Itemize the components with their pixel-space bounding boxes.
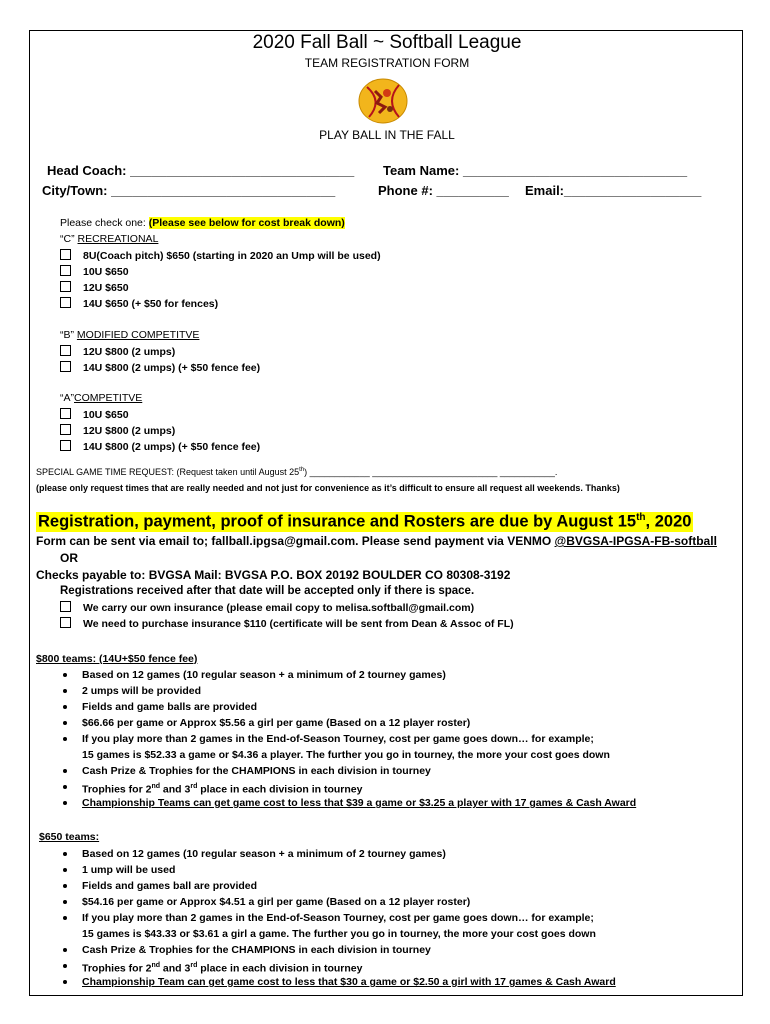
insurance-own-option[interactable]: We carry our own insurance (please email copy to melisa.softball@gmail.com) bbox=[60, 601, 474, 614]
list-item: Trophies for 2nd and 3rd place in each division in tourney bbox=[36, 779, 636, 795]
venmo-handle[interactable]: @BVGSA-IPGSA-FB-softball bbox=[554, 534, 717, 548]
teams-650-list bbox=[36, 846, 616, 990]
list-item: Cash Prize & Trophies for the CHAMPIONS in each division in tourney bbox=[36, 942, 616, 958]
city-town-field[interactable]: City/Town: _______________________________ bbox=[42, 183, 336, 198]
list-item: If you play more than 2 games in the End-of-Season Tourney, cost per game goes down… for example; bbox=[36, 910, 616, 926]
option-c-14u[interactable]: 14U $650 (+ $50 for fences) bbox=[60, 297, 218, 310]
list-item: Based on 12 games (10 regular season + a minimum of 2 tourney games) bbox=[36, 846, 616, 862]
check-prefix: Please check one: bbox=[60, 217, 149, 229]
option-c-8u[interactable]: 8U(Coach pitch) $650 (starting in 2020 an Ump will be used) bbox=[60, 249, 381, 262]
form-subtitle: TEAM REGISTRATION FORM bbox=[304, 56, 470, 70]
checkbox[interactable] bbox=[60, 249, 71, 260]
option-b-14u[interactable]: 14U $800 (2 umps) (+ $50 fence fee) bbox=[60, 361, 260, 374]
option-c-12u[interactable]: 12U $650 bbox=[60, 281, 129, 294]
special-request[interactable]: SPECIAL GAME TIME REQUEST: (Request taken until August 25th) ____________ _________________________ ___________. bbox=[36, 467, 558, 477]
checkbox[interactable] bbox=[60, 601, 71, 612]
list-item: Fields and game balls are provided bbox=[36, 699, 636, 715]
list-item: Based on 12 games (10 regular season + a minimum of 2 tourney games) bbox=[36, 667, 636, 683]
email-submission-line: Form can be sent via email to; fallball.ipgsa@gmail.com. Please send payment via VENMO @BVGSA-IPGSA-FB-softball bbox=[36, 534, 717, 548]
list-item-continuation: 15 games is $52.33 a game or $4.36 a player. The further you go in tourney, the more your cost goes down bbox=[82, 749, 610, 761]
checkbox[interactable] bbox=[60, 281, 71, 292]
form-tagline: PLAY BALL IN THE FALL bbox=[319, 128, 455, 142]
checkbox[interactable] bbox=[60, 265, 71, 276]
list-item: If you play more than 2 games in the End-of-Season Tourney, cost per game goes down… for example; bbox=[36, 731, 636, 747]
teams-650-heading: $650 teams: bbox=[39, 831, 100, 843]
list-item: Championship Team can get game cost to less that $30 a game or $2.50 a girl with 17 games & Cash Award bbox=[36, 974, 616, 990]
insurance-purchase-option[interactable]: We need to purchase insurance $110 (certificate will be sent from Dean & Assoc of FL) bbox=[60, 617, 514, 630]
option-a-10u[interactable]: 10U $650 bbox=[60, 408, 129, 421]
list-item: $54.16 per game or Approx $4.51 a girl per game (Based on a 12 player roster) bbox=[36, 894, 616, 910]
form-title: 2020 Fall Ball ~ Softball League bbox=[252, 32, 522, 53]
division-c-heading: “C” RECREATIONAL bbox=[60, 233, 159, 245]
softball-logo-icon bbox=[357, 77, 409, 125]
teams-800-list bbox=[36, 667, 636, 811]
list-item: Championship Teams can get game cost to less that $39 a game or $3.25 a player with 17 games & Cash Award bbox=[36, 795, 636, 811]
list-item: $66.66 per game or Approx $5.56 a girl per game (Based on a 12 player roster) bbox=[36, 715, 636, 731]
head-coach-field[interactable]: Head Coach: _______________________________ bbox=[47, 163, 355, 178]
checkbox[interactable] bbox=[60, 408, 71, 419]
checkbox[interactable] bbox=[60, 297, 71, 308]
checks-payable: Checks payable to: BVGSA Mail: BVGSA P.O. BOX 20192 BOULDER CO 80308-3192 bbox=[36, 568, 511, 582]
option-b-12u[interactable]: 12U $800 (2 umps) bbox=[60, 345, 175, 358]
division-b-heading: “B” MODIFIED COMPETITVE bbox=[60, 329, 200, 341]
list-item: 1 ump will be used bbox=[36, 862, 616, 878]
team-name-field[interactable]: Team Name: _______________________________ bbox=[383, 163, 688, 178]
checkbox[interactable] bbox=[60, 424, 71, 435]
checkbox[interactable] bbox=[60, 440, 71, 451]
deadline-banner: Registration, payment, proof of insurance and Rosters are due by August 15th, 2020 bbox=[38, 512, 692, 531]
option-c-10u[interactable]: 10U $650 bbox=[60, 265, 129, 278]
list-item: 2 umps will be provided bbox=[36, 683, 636, 699]
check-note: (Please see below for cost break down) bbox=[148, 217, 345, 229]
checkbox[interactable] bbox=[60, 345, 71, 356]
list-item: Trophies for 2nd and 3rd place in each division in tourney bbox=[36, 958, 616, 974]
phone-field[interactable]: Phone #: __________ bbox=[378, 183, 509, 198]
email-field[interactable]: Email:___________________ bbox=[525, 183, 702, 198]
list-item: Cash Prize & Trophies for the CHAMPIONS in each division in tourney bbox=[36, 763, 636, 779]
registration-form-page bbox=[29, 30, 743, 996]
teams-800-heading: $800 teams: (14U+$50 fence fee) bbox=[36, 653, 198, 665]
or-separator: OR bbox=[60, 551, 78, 565]
late-registration-note: Registrations received after that date will be accepted only if there is space. bbox=[60, 585, 475, 597]
checkbox[interactable] bbox=[60, 617, 71, 628]
division-a-heading: “A”COMPETITVE bbox=[60, 392, 143, 404]
checkbox[interactable] bbox=[60, 361, 71, 372]
check-instruction bbox=[60, 217, 345, 229]
option-a-14u[interactable]: 14U $800 (2 umps) (+ $50 fence fee) bbox=[60, 440, 260, 453]
special-request-note: (please only request times that are really needed and not just for convenience as it’s difficult to ensure all request all weekends. Thanks) bbox=[36, 483, 620, 493]
option-a-12u[interactable]: 12U $800 (2 umps) bbox=[60, 424, 175, 437]
list-item-continuation: 15 games is $43.33 or $3.61 a girl a game. The further you go in tourney, the more your cost goes down bbox=[82, 928, 596, 940]
list-item: Fields and games ball are provided bbox=[36, 878, 616, 894]
